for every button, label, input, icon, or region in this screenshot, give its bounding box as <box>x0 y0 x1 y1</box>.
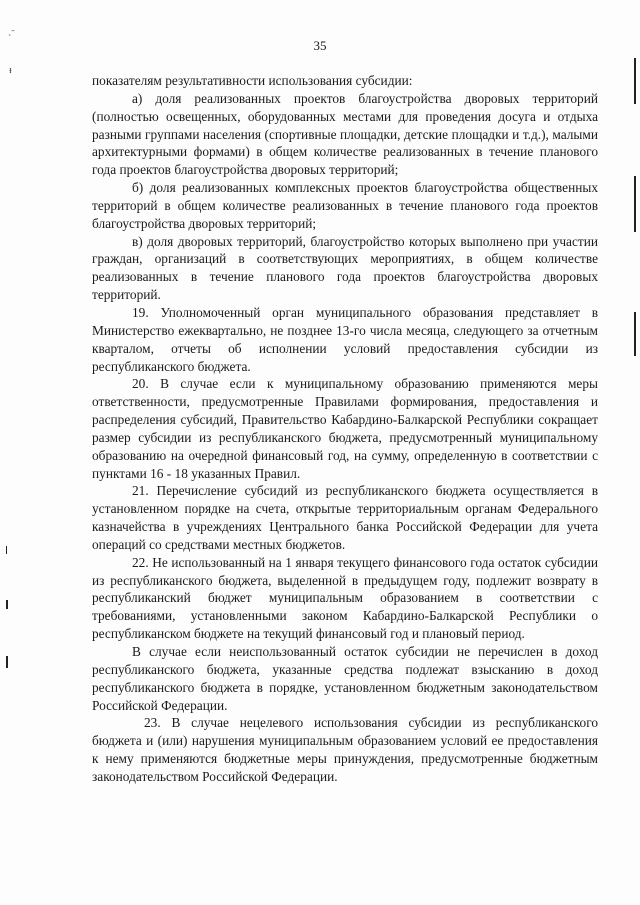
paragraph-a: а) доля реализованных проектов благоустройства дворовых территорий (полностью освещенных, оборудованных местами для проведения досуга и отдыха разными группами населения (спортивные площадки, детские площадки и т.д.), малыми архитектурными формами) в общем количестве реализованных в течение планового года проектов благоустройства дворовых территорий; <box>92 90 598 178</box>
scan-line-left-1 <box>6 546 7 554</box>
scan-line-right-2 <box>634 176 636 232</box>
page-number: 35 <box>313 38 327 53</box>
paragraph-20: 20. В случае если к муниципальному образованию применяются меры ответственности, предусмотренные Правилами формирования, предоставления и распределения субсидий, Правительство Кабардино-Балкарской Республики сокращает размер субсидии из республиканского бюджета, предусмотренный муниципальному образованию на очередной финансовый год, на сумму, определенную в соответствии с пунктами 16 - 18 указанных Правил. <box>92 376 598 481</box>
paragraph-21: 21. Перечисление субсидий из республиканского бюджета осуществляется в установленном порядке на счета, открытые территориальным органам Федерального казначейства в учреждениях Центрального банка Российской Федерации для учета операций со средствами местных бюджетов. <box>92 483 598 552</box>
paragraph-22-cont: В случае если неиспользованный остаток субсидии не перечислен в доход республиканского бюджета, указанные средства подлежат взысканию в доход республиканского бюджета в порядке, установленном бюджетным законодательством Российской Федерации. <box>92 644 598 713</box>
scan-line-left-2 <box>6 600 8 609</box>
paragraph-b: б) доля реализованных комплексных проектов благоустройства общественных территорий в общем количестве реализованных в течение планового года проектов благоустройства дворовых территорий; <box>92 180 598 231</box>
scan-line-right-1 <box>634 58 636 104</box>
scan-line-right-3 <box>634 312 636 356</box>
paragraph-intro: показателям результативности использования субсидии: <box>92 73 413 88</box>
document-body <box>92 72 598 786</box>
scan-mark-top-left: ˴ˉ <box>8 29 15 40</box>
scan-line-left-3 <box>6 656 8 668</box>
paragraph-v: в) доля дворовых территорий, благоустройство которых выполнено при участии граждан, организаций в соответствующих мероприятиях, в общем количестве реализованных в течение планового года проектов благоустройства дворовых территорий. <box>92 233 598 303</box>
paragraph-23: 23. В случае нецелевого использования субсидии из республиканского бюджета и (или) нарушения муниципальным образованием условий ее предоставления к нему применяются бюджетные меры принуждения, предусмотренные бюджетным законодательством Российской Федерации. <box>92 715 598 784</box>
paragraph-22: 22. Не использованный на 1 января текущего финансового года остаток субсидии из республиканского бюджета, выделенной в предыдущем году, подлежит возврату в республиканский бюджет муниципальным образованием в соответствии с требованиями, установленными законом Кабардино-Балкарской Республики о республиканском бюджете на текущий финансовый год и плановый период. <box>92 554 598 642</box>
scan-mark-left: ᵻ <box>9 65 12 76</box>
paragraph-19: 19. Уполномоченный орган муниципального образования представляет в Министерство ежеквартально, не позднее 13-го числа месяца, следующего за отчетным кварталом, отчеты об исполнении условий предоставления субсидии из республиканского бюджета. <box>92 304 598 374</box>
